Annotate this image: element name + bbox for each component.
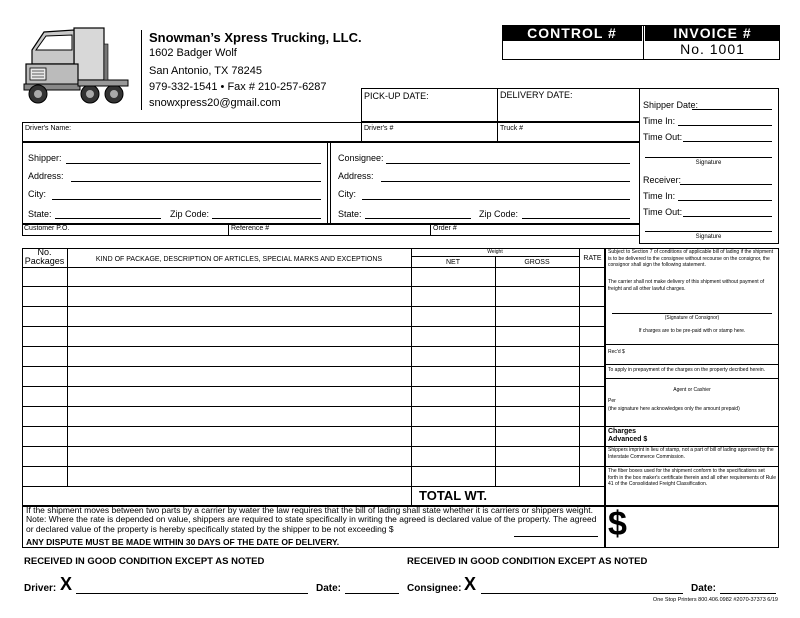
printer-credit: One Stop Printers 800.406.0982 #2070-37373 6/19 [652,597,778,603]
consignee-label: Consignee: [338,153,384,163]
per-label: Per [608,398,616,404]
imprint-text: Shippers imprint in lieu of stamp, not a part of bill of lading approved by the Interstate Commerce Commission. [608,447,774,460]
apply-text: To apply in prepayment of the charges on the property decribed herein. [608,367,766,373]
company-address-2: San Antonio, TX 78245 [149,65,262,77]
no-label: No. [37,247,52,257]
truck-number-label: Truck # [500,125,524,132]
kind-header: KIND OF PACKAGE, DESCRIPTION OF ARTICLES, SPECIAL MARKS AND EXCEPTIONS [95,256,383,263]
customer-po-label: Customer P.O. [24,225,70,232]
signature-label-2: Signature [695,234,722,240]
shipper-zip-label: Zip Code: [170,209,210,219]
agent-cashier-label: Agent or Cashier [673,387,711,393]
control-label: CONTROL # [502,25,642,41]
recd-label: Rec'd $ [608,349,625,355]
ack-text: (the signature here acknowledges only the amount prepaid) [608,406,740,412]
order-label: Order # [433,225,457,232]
time-in-label: Time In: [643,116,676,126]
driver-sign-label: Driver: [24,583,57,594]
water-clause-text: If the shipment moves between two parts by a carrier by water the law requires that the bill of lading shall state whether it is carriers or shippers weight. Note: Where the rate is depended on value, shippers are required to state specifically in writing the agreed is declared value of the property. The agreed or declared value of the property is hereby specifically stated by the shipper to be not exceeding $ [26,505,597,534]
signature-label-1: Signature [695,160,722,166]
time-out-label: Time Out: [643,132,683,142]
shipper-address-label: Address: [28,171,64,181]
advanced-label: Advanced $ [608,436,648,443]
company-phone-fax: 979-332-1541 • Fax # 210-257-6287 [149,81,327,93]
charges-label: Charges [608,428,637,435]
consignee-address-label: Address: [338,171,374,181]
prepaid-text: If charges are to be pre-paid with or stamp here. [638,328,746,334]
time-in-label-2: Time In: [643,191,676,201]
time-out-label-2: Time Out: [643,207,683,217]
driver-number-label: Driver's # [364,125,394,132]
received-right: RECEIVED IN GOOD CONDITION EXCEPT AS NOTED [407,556,648,567]
date-label-1: Date: [316,583,342,594]
company-email: snowxpress20@gmail.com [149,97,281,109]
consignee-city-label: City: [338,189,356,199]
shipper-city-label: City: [28,189,46,199]
reference-label: Reference # [231,225,270,232]
consignee-zip-label: Zip Code: [479,209,519,219]
packages-label: Packages [24,256,65,266]
truck-logo [22,24,134,106]
receiver-label: Receiver: [643,175,682,185]
weight-header: Weight [487,249,503,255]
date-label-2: Date: [691,583,717,594]
shipper-label: Shipper: [28,153,62,163]
fiber-text: The fiber boxes used for the shipment conform to the specifications set forth in the box maker's certificate therein and all other requirements of Rule 41 of the Consolidated Freight Classification. [608,468,776,487]
section-7-text: Subject to Section 7 of conditions of applicable bill of lading if the shipment is to be delivered to the consignee without recourse on the consignor, the consignor shall sign the following statement. [608,249,774,268]
company-address-1: 1602 Badger Wolf [149,47,237,59]
received-left: RECEIVED IN GOOD CONDITION EXCEPT AS NOTED [24,556,265,567]
dollar-sign: $ [608,505,627,543]
rate-header: RATE [583,255,602,262]
gross-header: GROSS [524,259,550,266]
pickup-date-label: PICK-UP DATE: [364,91,429,101]
shipper-state-label: State: [28,209,52,219]
invoice-number: No. 1001 [680,41,745,57]
dispute-notice: ANY DISPUTE MUST BE MADE WITHIN 30 DAYS OF THE DATE OF DELIVERY. [26,537,340,547]
consignee-state-label: State: [338,209,362,219]
consignee-x-mark: X [464,574,477,594]
signature-consignor-label: (Signature of Consignor) [664,315,720,321]
driver-x-mark: X [60,574,73,594]
company-name: Snowman’s Xpress Trucking, LLC. [149,30,362,45]
shipper-date-label: Shipper Date: [643,100,699,110]
driver-name-label: Driver's Name: [25,125,72,132]
delivery-date-label: DELIVERY DATE: [500,90,573,100]
carrier-text: The carrier shall not make delivery of this shipment without payment of freight and all other lawful charges. [608,279,765,292]
invoice-label: INVOICE # [645,25,780,41]
consignee-sign-label: Consignee: [407,583,462,594]
net-header: NET [446,259,460,266]
total-wt-label: TOTAL WT. [419,488,487,503]
